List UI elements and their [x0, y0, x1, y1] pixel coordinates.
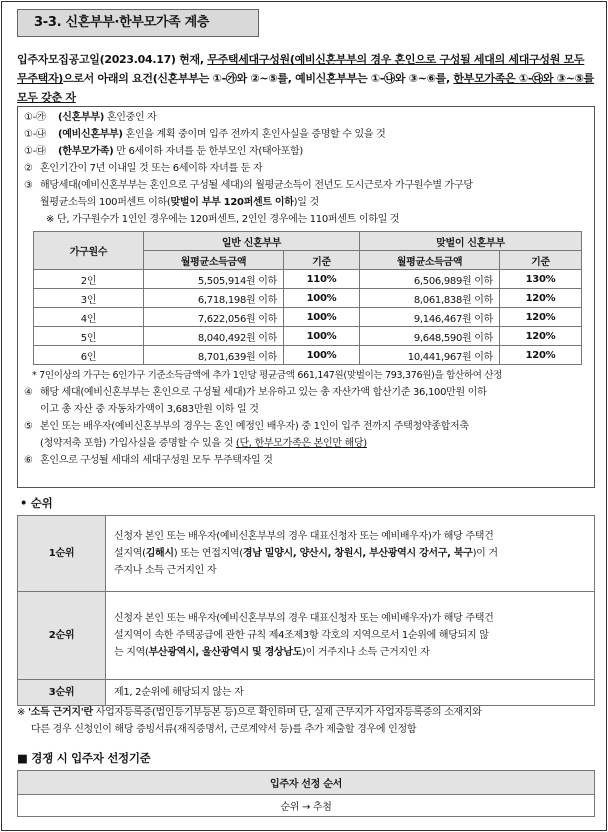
conditions-box — [17, 106, 595, 488]
intro-part4: 한부모가족은 ①-㉰와 ③~⑤를 모두 갖춘 자 — [17, 72, 595, 104]
competition-value: 순위 → 추첨 — [18, 795, 595, 817]
condition-1c: ①-㉰ (한부모가족) 만 6세이하 자녀를 둔 한부모인 자(태아포함) — [24, 146, 304, 157]
section-title: 3-3. 신혼부부·한부모가족 계층 — [17, 9, 259, 37]
competition-table — [17, 770, 595, 817]
condition-6: ⑥ 혼인으로 구성될 세대의 세대구성원 모두 무주택자일 것 — [24, 455, 273, 466]
intro-part1: 입주자모집공고일(2023.04.17) 현재, — [17, 53, 208, 66]
col-general: 일반 신혼부부 — [144, 232, 360, 251]
sub-income-general: 월평균소득금액 — [144, 251, 284, 270]
condition-3: ③ 해당세대(예비신혼부부는 혼인으로 구성될 세대)의 월평균소득이 전년도 도시근로자 가구원수별 가구당 — [24, 180, 473, 191]
income-table — [33, 231, 582, 365]
condition-1b: ①-㉯ (예비신혼부부) 혼인을 계획 중이며 입주 전까지 혼인사실을 증명할 수 있을 것 — [24, 129, 386, 140]
sub-standard-dual: 기준 — [500, 251, 582, 270]
table-row: 6인 8,701,639원 이하 100% 10,441,967원 이하 120% — [34, 346, 582, 365]
competition-heading: ■ 경쟁 시 입주자 선정기준 — [17, 751, 151, 765]
rank-1-desc: 신청자 본인 또는 배우자(예비신혼부부의 경우 대표신청자 또는 예비배우자)가 해당 주택건 설지역(김해시) 또는 연접지역(경남 밀양시, 양산시, 창원시, 부산광역시 강서구, 북구)이 거 주지나 소득 근거지인 자 — [106, 516, 595, 592]
competition-col: 입주자 선정 순서 — [18, 771, 595, 795]
rank-2-label: 2순위 — [18, 592, 106, 680]
col-household: 가구원수 — [34, 232, 144, 270]
table-row: 3인 6,718,198원 이하 100% 8,061,838원 이하 120% — [34, 289, 582, 308]
condition-5: ⑤ 본인 또는 배우자(예비신혼부부의 경우는 혼인 예정인 배우자) 중 1인이 입주 전까지 주택청약종합저축 — [24, 421, 469, 432]
condition-4: ④ 해당 세대(예비신혼부부는 혼인으로 구성될 세대)가 보유하고 있는 총 자산가액 합산기준 36,100만원 이하 — [24, 387, 487, 398]
condition-1a: ①-㉮ (신혼부부) 혼인중인 자 — [24, 112, 157, 123]
table-row: 2인 5,505,914원 이하 110% 6,506,989원 이하 130% — [34, 270, 582, 289]
large-household-note: * 7인이상의 가구는 6인가구 기준소득금액에 추가 1인당 평균금액 661,147원(맞벌이는 793,376원)을 합산하여 산정 — [32, 370, 503, 381]
table-row — [18, 680, 595, 706]
rank-1-label: 1순위 — [18, 516, 106, 592]
rank-3-desc: 제1, 2순위에 해당되지 않는 자 — [106, 680, 595, 706]
condition-4-cont: 이고 총 자산 중 자동차가액이 3,683만원 이하 일 것 — [40, 404, 259, 415]
eligibility-intro — [17, 50, 595, 107]
condition-3-cont: 월평균소득의 100퍼센트 이하(맞벌이 부부 120퍼센트 이하)일 것 — [40, 197, 319, 208]
income-basis-footnote: ※ '소득 근거지'란 사업자등록증(법인등기부등본 등)으로 확인하며 단, 실제 근무지가 사업자등록증의 소재지와 다른 경우 신청인이 해당 증빙서류(재직증명서, 근로계약서 등)를 추가 제출할 경우에 인정함 — [17, 707, 482, 735]
col-dual: 맞벌이 신혼부부 — [360, 232, 582, 251]
condition-2: ② 혼인기간이 7년 이내일 것 또는 6세이하 자녀를 둔 자 — [24, 163, 263, 174]
sub-standard-general: 기준 — [284, 251, 360, 270]
table-row: 4인 7,622,056원 이하 100% 9,146,467원 이하 120% — [34, 308, 582, 327]
table-row: 5인 8,040,492원 이하 100% 9,648,590원 이하 120% — [34, 327, 582, 346]
table-row — [18, 516, 595, 592]
condition-3-note: ※ 단, 가구원수가 1인인 경우에는 120퍼센트, 2인인 경우에는 110퍼센트 이하일 것 — [46, 214, 400, 225]
rank-table — [17, 515, 595, 706]
document-page — [1, 1, 607, 831]
table-row — [18, 592, 595, 680]
rank-heading: • 순위 — [20, 496, 53, 510]
rank-3-label: 3순위 — [18, 680, 106, 706]
condition-5-cont: (청약저축 포함) 가입사실을 증명할 수 있을 것 (단, 한부모가족은 본인만 해당) — [40, 438, 367, 449]
intro-part2: 무주택세대구성원(예비신혼부부의 경우 혼인으로 구성될 세대의 세대구성원 모두 무주택자) — [17, 53, 585, 85]
rank-2-desc: 신청자 본인 또는 배우자(예비신혼부부의 경우 대표신청자 또는 예비배우자)가 해당 주택건 설지역이 속한 주택공급에 관한 규칙 제4조제3항 각호의 지역으로서 1순위에 해당되지 않 는 지역(부산광역시, 울산광역시 및 경상남도)이 거주지나 소득 근거지인 자 — [106, 592, 595, 680]
intro-part3: 으로서 아래의 요건(신혼부부는 ①-㉮와 ②~⑤를, 예비신혼부부는 ①-㉯와 ③~⑥를, — [63, 72, 454, 85]
table-row — [18, 795, 595, 817]
sub-income-dual: 월평균소득금액 — [360, 251, 500, 270]
